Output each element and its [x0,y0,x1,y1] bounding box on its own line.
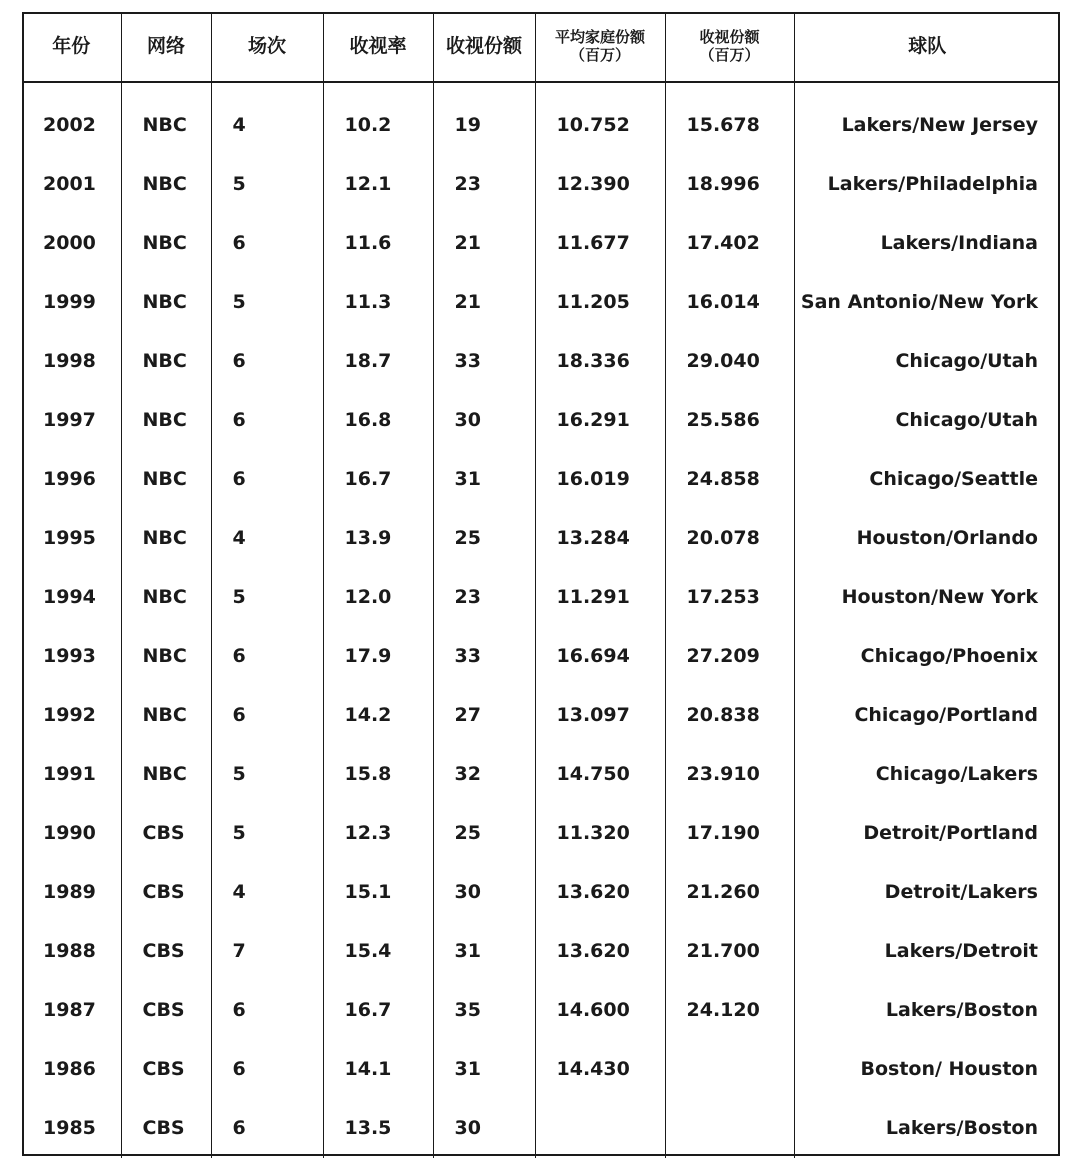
table-row [22,1098,1060,1158]
cell-year: 1990 [43,821,96,844]
cell-share: 30 [433,1098,535,1158]
cell-rating: 11.6 [323,213,433,272]
cell-year: 1992 [43,703,96,726]
table-row [22,95,1060,154]
cell-avg-households: 16.694 [535,626,665,685]
cell-network: NBC [121,685,211,744]
cell-year: 2002 [43,113,96,136]
table-row [22,862,1060,921]
cell-games: 5 [211,567,323,626]
cell-share: 21 [433,272,535,331]
cell-viewers: 20.838 [665,685,794,744]
cell-year: 1995 [43,526,96,549]
cell-avg-households: 11.291 [535,567,665,626]
header-row [22,12,1060,82]
cell-teams: Lakers/Detroit [794,921,1060,980]
cell-teams: Boston/ Houston [794,1039,1060,1098]
cell-network: NBC [121,567,211,626]
cell-games: 6 [211,1098,323,1158]
cell-teams: Houston/New York [794,567,1060,626]
cell-share: 19 [433,95,535,154]
cell-games: 6 [211,390,323,449]
cell-viewers: 17.190 [665,803,794,862]
cell-games: 7 [211,921,323,980]
cell-teams: Detroit/Portland [794,803,1060,862]
cell-teams: Lakers/Boston [794,1098,1060,1158]
cell-viewers: 15.678 [665,95,794,154]
cell-rating: 14.2 [323,685,433,744]
cell-viewers: 17.253 [665,567,794,626]
cell-games: 5 [211,154,323,213]
cell-year: 1994 [43,585,96,608]
table-row [22,213,1060,272]
cell-games: 6 [211,685,323,744]
cell-year: 1987 [43,998,96,1021]
cell-share: 27 [433,685,535,744]
table-row [22,567,1060,626]
cell-avg-households: 14.600 [535,980,665,1039]
cell-network: NBC [121,390,211,449]
cell-share: 25 [433,803,535,862]
cell-rating: 15.8 [323,744,433,803]
table-row [22,449,1060,508]
cell-rating: 13.9 [323,508,433,567]
cell-network: NBC [121,626,211,685]
cell-avg-households: 11.320 [535,803,665,862]
cell-rating: 14.1 [323,1039,433,1098]
header-teams: 球队 [794,12,1060,82]
cell-games: 6 [211,1039,323,1098]
cell-rating: 12.3 [323,803,433,862]
cell-year: 1996 [43,467,96,490]
table-row [22,390,1060,449]
cell-avg-households: 13.097 [535,685,665,744]
cell-share: 23 [433,154,535,213]
cell-share: 25 [433,508,535,567]
cell-year: 1986 [43,1057,96,1080]
cell-teams: Chicago/Lakers [794,744,1060,803]
cell-avg-households: 13.620 [535,862,665,921]
cell-network: NBC [121,213,211,272]
cell-teams: Houston/Orlando [794,508,1060,567]
cell-teams: San Antonio/New York [794,272,1060,331]
cell-network: CBS [121,921,211,980]
cell-rating: 12.1 [323,154,433,213]
cell-rating: 12.0 [323,567,433,626]
header-viewers: 收视份额 （百万） [665,12,794,82]
cell-year: 1993 [43,644,96,667]
cell-year: 1997 [43,408,96,431]
cell-viewers: 20.078 [665,508,794,567]
cell-avg-households: 18.336 [535,331,665,390]
cell-rating: 11.3 [323,272,433,331]
cell-teams: Chicago/Portland [794,685,1060,744]
cell-network: CBS [121,1039,211,1098]
cell-share: 31 [433,1039,535,1098]
cell-network: NBC [121,331,211,390]
cell-network: NBC [121,95,211,154]
header-network: 网络 [121,12,211,82]
cell-avg-households: 12.390 [535,154,665,213]
cell-games: 6 [211,626,323,685]
cell-viewers: 27.209 [665,626,794,685]
cell-games: 4 [211,95,323,154]
cell-viewers: 29.040 [665,331,794,390]
cell-rating: 15.4 [323,921,433,980]
cell-teams: Detroit/Lakers [794,862,1060,921]
header-games: 场次 [211,12,323,82]
cell-avg-households: 10.752 [535,95,665,154]
cell-year: 1999 [43,290,96,313]
cell-share: 32 [433,744,535,803]
cell-games: 5 [211,803,323,862]
finals-ratings-table [22,12,1060,1158]
cell-share: 31 [433,921,535,980]
cell-viewers: 24.858 [665,449,794,508]
cell-rating: 17.9 [323,626,433,685]
cell-teams: Lakers/Philadelphia [794,154,1060,213]
table-row [22,803,1060,862]
cell-share: 35 [433,980,535,1039]
cell-avg-households: 13.620 [535,921,665,980]
cell-avg-households: 11.677 [535,213,665,272]
cell-games: 4 [211,862,323,921]
cell-share: 33 [433,626,535,685]
table-header [22,12,1060,82]
cell-viewers: 25.586 [665,390,794,449]
cell-rating: 10.2 [323,95,433,154]
cell-share: 33 [433,331,535,390]
header-avg-households: 平均家庭份额 （百万） [535,12,665,82]
cell-network: NBC [121,508,211,567]
cell-avg-households: 14.750 [535,744,665,803]
cell-year: 1989 [43,880,96,903]
cell-games: 6 [211,213,323,272]
table-row [22,626,1060,685]
cell-network: NBC [121,744,211,803]
cell-network: CBS [121,1098,211,1158]
cell-viewers: 17.402 [665,213,794,272]
cell-network: CBS [121,803,211,862]
cell-network: CBS [121,862,211,921]
cell-viewers [665,1039,794,1098]
cell-network: NBC [121,272,211,331]
cell-teams: Lakers/New Jersey [794,95,1060,154]
table-row [22,744,1060,803]
cell-viewers: 18.996 [665,154,794,213]
cell-rating: 15.1 [323,862,433,921]
cell-share: 30 [433,390,535,449]
cell-year: 2000 [43,231,96,254]
cell-teams: Lakers/Boston [794,980,1060,1039]
cell-games: 5 [211,272,323,331]
cell-share: 31 [433,449,535,508]
table-body [22,95,1060,1158]
cell-games: 4 [211,508,323,567]
cell-share: 21 [433,213,535,272]
header-year: 年份 [22,12,121,82]
cell-games: 6 [211,980,323,1039]
table-row [22,508,1060,567]
cell-viewers: 24.120 [665,980,794,1039]
cell-teams: Chicago/Utah [794,390,1060,449]
cell-year: 1985 [43,1117,96,1139]
cell-share: 23 [433,567,535,626]
cell-teams: Chicago/Seattle [794,449,1060,508]
cell-rating: 13.5 [323,1098,433,1158]
header-rating: 收视率 [323,12,433,82]
table-row [22,331,1060,390]
cell-avg-households [535,1098,665,1158]
cell-viewers: 16.014 [665,272,794,331]
cell-avg-households: 13.284 [535,508,665,567]
cell-games: 6 [211,449,323,508]
table-row [22,921,1060,980]
table-row [22,980,1060,1039]
cell-games: 5 [211,744,323,803]
cell-games: 6 [211,331,323,390]
cell-year: 1991 [43,762,96,785]
cell-avg-households: 11.205 [535,272,665,331]
cell-rating: 16.7 [323,980,433,1039]
cell-avg-households: 16.019 [535,449,665,508]
cell-avg-households: 16.291 [535,390,665,449]
header-spacer [22,82,1060,95]
table-row [22,272,1060,331]
table-row [22,685,1060,744]
cell-year: 1998 [43,349,96,372]
cell-year: 2001 [43,172,96,195]
header-share: 收视份额 [433,12,535,82]
table-row [22,1039,1060,1098]
cell-rating: 16.7 [323,449,433,508]
cell-viewers: 21.260 [665,862,794,921]
cell-rating: 16.8 [323,390,433,449]
cell-teams: Lakers/Indiana [794,213,1060,272]
cell-network: NBC [121,449,211,508]
cell-year: 1988 [43,939,96,962]
cell-avg-households: 14.430 [535,1039,665,1098]
cell-rating: 18.7 [323,331,433,390]
cell-viewers [665,1098,794,1158]
table-row [22,154,1060,213]
cell-teams: Chicago/Phoenix [794,626,1060,685]
cell-viewers: 23.910 [665,744,794,803]
cell-teams: Chicago/Utah [794,331,1060,390]
cell-share: 30 [433,862,535,921]
cell-network: NBC [121,154,211,213]
cell-network: CBS [121,980,211,1039]
cell-viewers: 21.700 [665,921,794,980]
